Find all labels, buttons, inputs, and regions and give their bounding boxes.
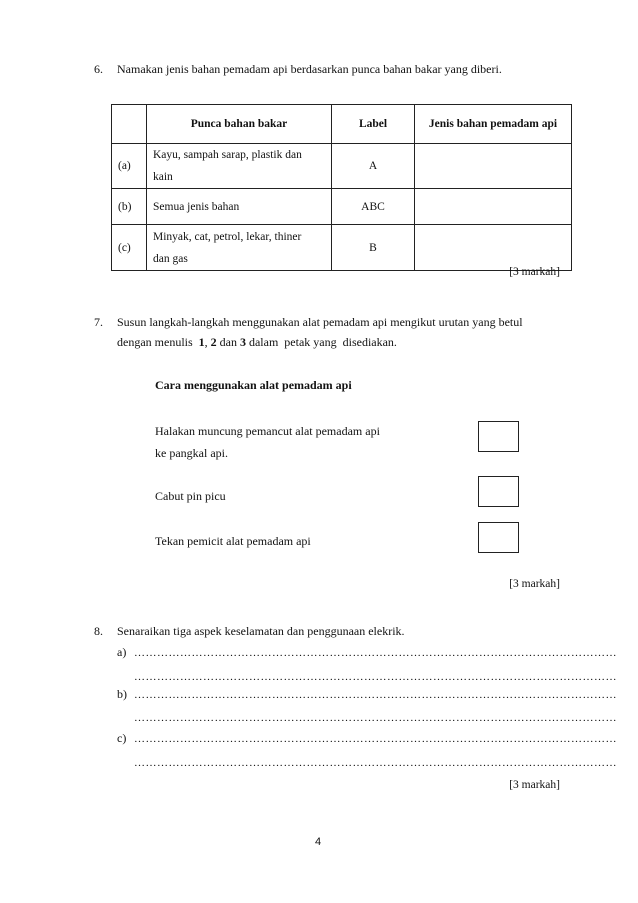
q8-text: Senaraikan tiga aspek keselamatan dan penggunaan elekrik. (117, 624, 405, 638)
q7-line1: Susun langkah-langkah menggunakan alat pemadam api mengikut urutan yang betul (117, 315, 523, 329)
q6-number: 6. (94, 62, 103, 76)
row-id: (c) (112, 225, 147, 271)
q7-num-3: 3 (239, 335, 246, 349)
row-source (147, 189, 332, 225)
q6-text: Namakan jenis bahan pemadam api berdasarkan punca bahan bakar yang diberi. (117, 62, 502, 76)
q8-answer-line-c1[interactable]: ……………………………………………………………………………………………………………… (134, 733, 617, 745)
q8-answer-line-a1[interactable]: ……………………………………………………………………………………………………………… (134, 647, 617, 659)
q7-line2 (117, 335, 397, 350)
table-header-label: Label (332, 105, 415, 144)
q6-marks: [3 markah] (509, 266, 560, 278)
row-id: (b) (112, 189, 147, 225)
q8-item-b: b) (117, 687, 127, 701)
q7-step1-answer-box[interactable] (478, 421, 519, 452)
q7-step2-line1: Cabut pin picu (155, 489, 226, 503)
q7-marks: [3 markah] (509, 578, 560, 590)
q7-step1-line1: Halakan muncung pemancut alat pemadam api (155, 424, 380, 438)
row-answer-cell[interactable] (415, 144, 572, 189)
table-header-row (112, 105, 572, 144)
row-source (147, 225, 332, 271)
q6-table (111, 104, 572, 271)
row-source-line1: Semua jenis bahan (153, 200, 240, 213)
q8-number: 8. (94, 624, 103, 638)
row-label: ABC (332, 189, 415, 225)
q7-sep2: dan (216, 335, 240, 349)
row-source-line2: kain (153, 171, 173, 183)
q7-line2-after: dalam petak yang disediakan. (245, 335, 397, 349)
table-header-extinguisher: Jenis bahan pemadam api (415, 105, 572, 144)
q7-step2-answer-box[interactable] (478, 476, 519, 507)
row-label: A (332, 144, 415, 189)
q8-answer-line-b1[interactable]: ……………………………………………………………………………………………………………… (134, 689, 617, 701)
q7-step3-answer-box[interactable] (478, 522, 519, 553)
q8-item-c: c) (117, 731, 127, 745)
q7-num-1: 1 (198, 335, 205, 349)
table-header-source: Punca bahan bakar (147, 105, 332, 144)
q7-number: 7. (94, 315, 103, 329)
q7-num-2: 2 (210, 335, 217, 349)
row-source-line1: Kayu, sampah sarap, plastik dan (153, 149, 302, 161)
q8-answer-line-a2[interactable]: ……………………………………………………………………………………………………………… (134, 671, 617, 683)
row-label: B (332, 225, 415, 271)
table-row (112, 225, 572, 271)
q8-marks: [3 markah] (509, 779, 560, 791)
table-header-empty (112, 105, 147, 144)
row-source-line2: dan gas (153, 252, 188, 265)
q8-answer-line-b2[interactable]: ……………………………………………………………………………………………………………… (134, 712, 617, 724)
q7-step3-line1: Tekan pemicit alat pemadam api (155, 534, 311, 548)
q7-line2-before: dengan menulis (117, 335, 199, 349)
q7-heading: Cara menggunakan alat pemadam api (155, 378, 352, 392)
q7-sep1: , (204, 335, 211, 349)
table-row (112, 144, 572, 189)
row-source (147, 144, 332, 189)
q7-step1-line2: ke pangkal api. (155, 446, 228, 460)
row-answer-cell[interactable] (415, 189, 572, 225)
q8-item-a: a) (117, 645, 127, 659)
table-row (112, 189, 572, 225)
row-id: (a) (112, 144, 147, 189)
row-answer-cell[interactable] (415, 225, 572, 271)
row-source-line1: Minyak, cat, petrol, lekar, thiner (153, 230, 302, 243)
q8-answer-line-c2[interactable]: ……………………………………………………………………………………………………………… (134, 757, 617, 769)
page-number: 4 (315, 836, 322, 848)
